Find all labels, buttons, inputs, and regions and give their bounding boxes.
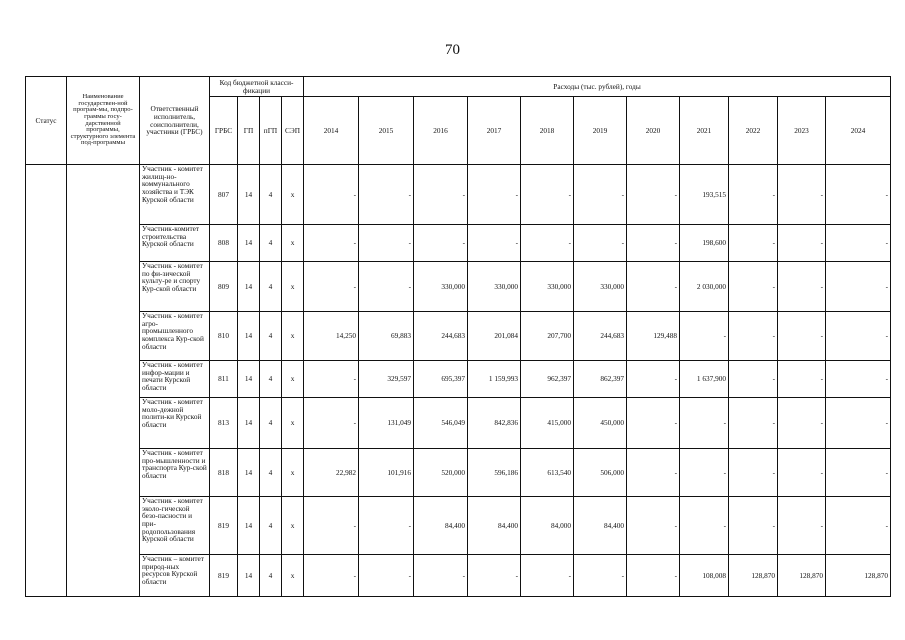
gp-cell: 14 [238,497,260,555]
amount-cell-2024: - [826,262,891,312]
amount-cell-2016: 244,683 [414,312,468,361]
amount-cell-2021: - [680,312,729,361]
table-row [26,398,891,449]
executor-cell: Участник - комитет эколо-гической безо-пасности и при-родопользования Курской области [140,497,210,555]
gp-cell: 14 [238,312,260,361]
grbs-cell: 808 [210,225,238,262]
amount-cell-2018: - [521,225,574,262]
amount-cell-2016: - [414,165,468,225]
sep-cell: х [282,312,304,361]
gp-cell: 14 [238,225,260,262]
amount-cell-2015: 131,049 [359,398,414,449]
grbs-cell: 819 [210,497,238,555]
amount-cell-2023: - [778,361,826,398]
pgp-cell: 4 [260,398,282,449]
table-row [26,449,891,497]
grbs-cell: 819 [210,555,238,597]
header-year-2019: 2019 [574,97,627,165]
amount-cell-2014: - [304,225,359,262]
amount-cell-2022: - [729,262,778,312]
amount-cell-2024: - [826,398,891,449]
amount-cell-2020: - [627,361,680,398]
header-year-2017: 2017 [468,97,521,165]
table-row [26,361,891,398]
amount-cell-2016: 546,049 [414,398,468,449]
header-code-group: Код бюджетной класси-фикации [210,77,304,97]
table-row [26,225,891,262]
amount-cell-2019: - [574,165,627,225]
amount-cell-2017: 596,186 [468,449,521,497]
executor-cell: Участник - комитет инфор-мации и печати Курской области [140,361,210,398]
amount-cell-2022: - [729,497,778,555]
executor-cell: Участник-комитет строительства Курской области [140,225,210,262]
amount-cell-2023: - [778,165,826,225]
grbs-cell: 807 [210,165,238,225]
table-row [26,555,891,597]
table-row [26,312,891,361]
amount-cell-2014: - [304,361,359,398]
sep-cell: х [282,555,304,597]
amount-cell-2023: - [778,398,826,449]
amount-cell-2015: 69,883 [359,312,414,361]
sep-cell: х [282,497,304,555]
table-body [26,165,891,597]
amount-cell-2024: - [826,497,891,555]
amount-cell-2016: - [414,225,468,262]
amount-cell-2017: 201,084 [468,312,521,361]
budget-table [25,76,891,597]
gp-cell: 14 [238,398,260,449]
sep-cell: х [282,398,304,449]
grbs-cell: 811 [210,361,238,398]
amount-cell-2014: - [304,497,359,555]
header-year-2015: 2015 [359,97,414,165]
amount-cell-2019: 84,400 [574,497,627,555]
table-row [26,497,891,555]
amount-cell-2022: - [729,398,778,449]
amount-cell-2017: - [468,555,521,597]
header-code-grbs: ГРБС [210,97,238,165]
sep-cell: х [282,165,304,225]
header-code-gp: ГП [238,97,260,165]
amount-cell-2023: - [778,262,826,312]
gp-cell: 14 [238,165,260,225]
amount-cell-2018: 84,000 [521,497,574,555]
amount-cell-2014: - [304,398,359,449]
amount-cell-2019: 450,000 [574,398,627,449]
amount-cell-2021: - [680,398,729,449]
amount-cell-2022: - [729,361,778,398]
amount-cell-2014: - [304,262,359,312]
header-year-2016: 2016 [414,97,468,165]
header-code-sep: СЭП [282,97,304,165]
amount-cell-2015: 101,916 [359,449,414,497]
header-year-2018: 2018 [521,97,574,165]
amount-cell-2023: - [778,225,826,262]
amount-cell-2017: - [468,225,521,262]
amount-cell-2024: - [826,165,891,225]
amount-cell-2016: 330,000 [414,262,468,312]
header-executor: Ответственный исполнитель, соисполнители, участники (ГРБС) [140,77,210,165]
amount-cell-2023: - [778,449,826,497]
sep-cell: х [282,225,304,262]
amount-cell-2019: 330,000 [574,262,627,312]
amount-cell-2022: - [729,449,778,497]
amount-cell-2021: 193,515 [680,165,729,225]
amount-cell-2017: 84,400 [468,497,521,555]
header-year-2014: 2014 [304,97,359,165]
header-expenses-group: Расходы (тыс. рублей), годы [304,77,891,97]
pgp-cell: 4 [260,361,282,398]
amount-cell-2015: - [359,555,414,597]
status-cell [26,165,67,597]
amount-cell-2018: - [521,555,574,597]
header-year-2021: 2021 [680,97,729,165]
pgp-cell: 4 [260,312,282,361]
pgp-cell: 4 [260,165,282,225]
amount-cell-2016: 84,400 [414,497,468,555]
amount-cell-2021: 1 637,900 [680,361,729,398]
amount-cell-2018: 330,000 [521,262,574,312]
grbs-cell: 809 [210,262,238,312]
header-year-2023: 2023 [778,97,826,165]
amount-cell-2020: - [627,398,680,449]
amount-cell-2022: - [729,312,778,361]
amount-cell-2019: - [574,555,627,597]
amount-cell-2015: - [359,262,414,312]
amount-cell-2016: 695,397 [414,361,468,398]
amount-cell-2024: - [826,361,891,398]
amount-cell-2019: 862,397 [574,361,627,398]
amount-cell-2021: 198,600 [680,225,729,262]
header-name: Наименование государствен-ной програм-мы, подпро-граммы госу-дарственной программы, структурного элемента под-программы [67,77,140,165]
pgp-cell: 4 [260,225,282,262]
amount-cell-2022: - [729,165,778,225]
sep-cell: х [282,361,304,398]
gp-cell: 14 [238,555,260,597]
amount-cell-2020: - [627,225,680,262]
amount-cell-2020: - [627,165,680,225]
gp-cell: 14 [238,262,260,312]
amount-cell-2024: 128,870 [826,555,891,597]
amount-cell-2024: - [826,312,891,361]
executor-cell: Участник - комитет агро-промышленного комплекса Кур-ской области [140,312,210,361]
pgp-cell: 4 [260,449,282,497]
amount-cell-2023: 128,870 [778,555,826,597]
header-code-pgp: пГП [260,97,282,165]
executor-cell: Участник - комитет по фи-зической культу-ре и спорту Кур-ской области [140,262,210,312]
amount-cell-2018: 962,397 [521,361,574,398]
amount-cell-2018: 613,540 [521,449,574,497]
amount-cell-2014: 22,982 [304,449,359,497]
amount-cell-2014: 14,250 [304,312,359,361]
amount-cell-2020: - [627,449,680,497]
amount-cell-2020: - [627,555,680,597]
amount-cell-2017: 842,836 [468,398,521,449]
header-year-2020: 2020 [627,97,680,165]
page-number: 70 [445,42,460,58]
executor-cell: Участник – комитет природ-ных ресурсов Курской области [140,555,210,597]
header-row-top [26,77,891,97]
executor-cell: Участник - комитет моло-дежной полити-ки Курской области [140,398,210,449]
amount-cell-2020: - [627,497,680,555]
amount-cell-2018: 415,000 [521,398,574,449]
amount-cell-2024: - [826,225,891,262]
amount-cell-2019: 506,000 [574,449,627,497]
sep-cell: х [282,449,304,497]
amount-cell-2021: 2 030,000 [680,262,729,312]
executor-cell: Участник - комитет про-мышленности и транспорта Кур-ской области [140,449,210,497]
amount-cell-2023: - [778,497,826,555]
pgp-cell: 4 [260,262,282,312]
amount-cell-2021: 108,008 [680,555,729,597]
header-year-2024: 2024 [826,97,891,165]
amount-cell-2016: - [414,555,468,597]
amount-cell-2014: - [304,555,359,597]
amount-cell-2017: 1 159,993 [468,361,521,398]
amount-cell-2022: - [729,225,778,262]
grbs-cell: 813 [210,398,238,449]
amount-cell-2020: - [627,262,680,312]
table-row [26,165,891,225]
amount-cell-2017: 330,000 [468,262,521,312]
amount-cell-2016: 520,000 [414,449,468,497]
amount-cell-2024: - [826,449,891,497]
grbs-cell: 818 [210,449,238,497]
amount-cell-2015: - [359,497,414,555]
amount-cell-2015: - [359,225,414,262]
pgp-cell: 4 [260,497,282,555]
amount-cell-2021: - [680,497,729,555]
header-status: Статус [26,77,67,165]
program-name-cell [67,165,140,597]
pgp-cell: 4 [260,555,282,597]
amount-cell-2015: 329,597 [359,361,414,398]
gp-cell: 14 [238,361,260,398]
header-year-2022: 2022 [729,97,778,165]
amount-cell-2018: - [521,165,574,225]
gp-cell: 14 [238,449,260,497]
amount-cell-2017: - [468,165,521,225]
amount-cell-2021: - [680,449,729,497]
amount-cell-2015: - [359,165,414,225]
amount-cell-2018: 207,700 [521,312,574,361]
amount-cell-2014: - [304,165,359,225]
grbs-cell: 810 [210,312,238,361]
amount-cell-2022: 128,870 [729,555,778,597]
amount-cell-2019: - [574,225,627,262]
sep-cell: х [282,262,304,312]
amount-cell-2020: 129,488 [627,312,680,361]
amount-cell-2023: - [778,312,826,361]
amount-cell-2019: 244,683 [574,312,627,361]
executor-cell: Участник - комитет жилищ-но-коммунального хозяйства и ТЭК Курской области [140,165,210,225]
table-row [26,262,891,312]
